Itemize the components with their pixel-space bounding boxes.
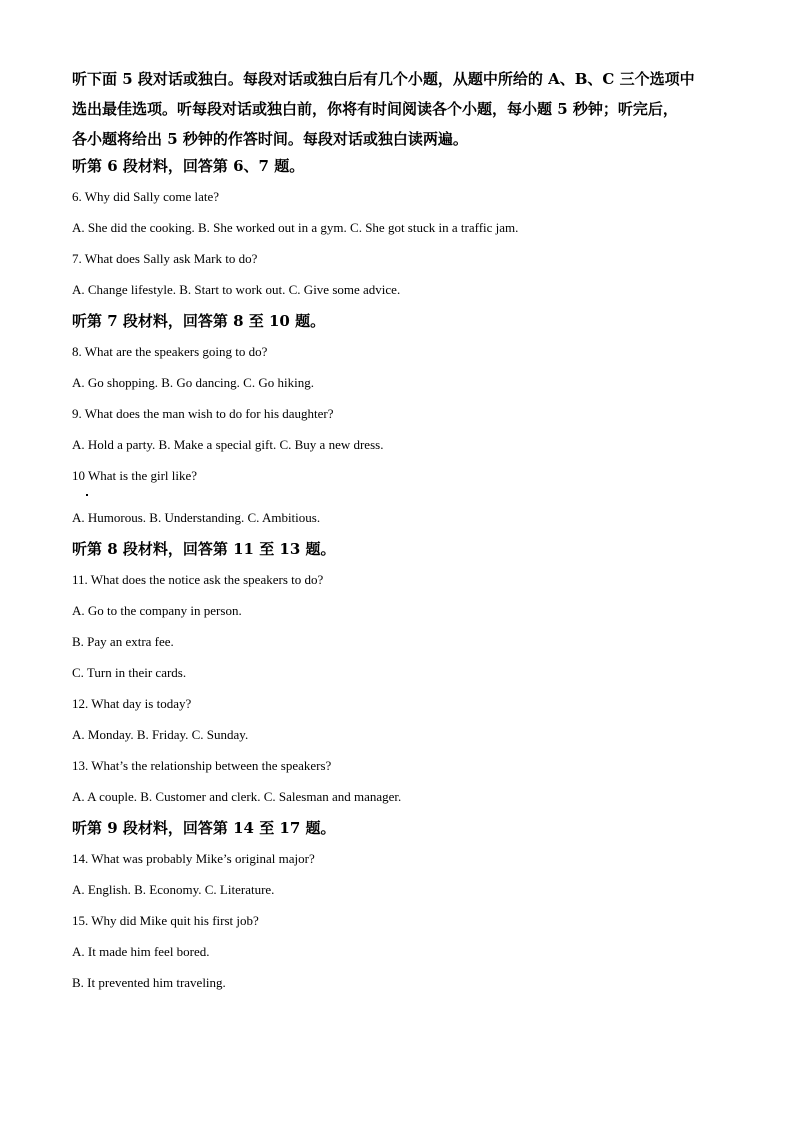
question-10: 10 What is the girl like? xyxy=(72,468,198,483)
options-13: A. A couple. B. Customer and clerk. C. Salesman and manager. xyxy=(72,789,402,804)
instructions-line-2: 选出最佳选项。听每段对话或独白前，你将有时间阅读各个小题，每小题 5 秒钟；听完后， xyxy=(72,100,678,118)
options-6: A. She did the cooking. B. She worked out in a gym. C. She got stuck in a traffic jam. xyxy=(72,220,519,235)
question-6: 6. Why did Sally come late? xyxy=(72,189,220,204)
section-7 xyxy=(72,309,732,537)
stray-dot-mark xyxy=(86,494,88,496)
section-6 xyxy=(72,154,732,309)
section-9 xyxy=(72,816,732,1002)
question-12: 12. What day is today? xyxy=(72,696,192,711)
options-8: A. Go shopping. B. Go dancing. C. Go hiking. xyxy=(72,375,314,390)
question-11: 11. What does the notice ask the speakers to do? xyxy=(72,572,324,587)
option-11-a: A. Go to the company in person. xyxy=(72,603,242,618)
document-page xyxy=(72,64,732,1002)
option-11-c: C. Turn in their cards. xyxy=(72,665,187,680)
section-heading: 听第 7 段材料，回答第 8 至 10 题。 xyxy=(72,312,326,330)
options-10: A. Humorous. B. Understanding. C. Ambitious. xyxy=(72,510,321,525)
question-13: 13. What’s the relationship between the speakers? xyxy=(72,758,332,773)
options-12: A. Monday. B. Friday. C. Sunday. xyxy=(72,727,249,742)
section-heading: 听第 6 段材料，回答第 6、7 题。 xyxy=(72,157,305,175)
options-9: A. Hold a party. B. Make a special gift. C. Buy a new dress. xyxy=(72,437,384,452)
option-11-b: B. Pay an extra fee. xyxy=(72,634,174,649)
section-heading: 听第 9 段材料，回答第 14 至 17 题。 xyxy=(72,819,336,837)
section-heading: 听第 8 段材料，回答第 11 至 13 题。 xyxy=(72,540,336,558)
options-7: A. Change lifestyle. B. Start to work out. C. Give some advice. xyxy=(72,282,401,297)
instructions-line-3: 各小题将给出 5 秒钟的作答时间。每段对话或独白读两遍。 xyxy=(72,130,468,148)
instructions-line-1: 听下面 5 段对话或独白。每段对话或独白后有几个小题，从题中所给的 A、B、C 三个选项中 xyxy=(72,70,695,88)
question-8: 8. What are the speakers going to do? xyxy=(72,344,268,359)
options-14: A. English. B. Economy. C. Literature. xyxy=(72,882,275,897)
option-15-b: B. It prevented him traveling. xyxy=(72,975,226,990)
option-15-a: A. It made him feel bored. xyxy=(72,944,210,959)
question-9: 9. What does the man wish to do for his daughter? xyxy=(72,406,334,421)
question-15: 15. Why did Mike quit his first job? xyxy=(72,913,259,928)
question-14: 14. What was probably Mike’s original major? xyxy=(72,851,315,866)
section-8 xyxy=(72,537,732,816)
question-7: 7. What does Sally ask Mark to do? xyxy=(72,251,258,266)
